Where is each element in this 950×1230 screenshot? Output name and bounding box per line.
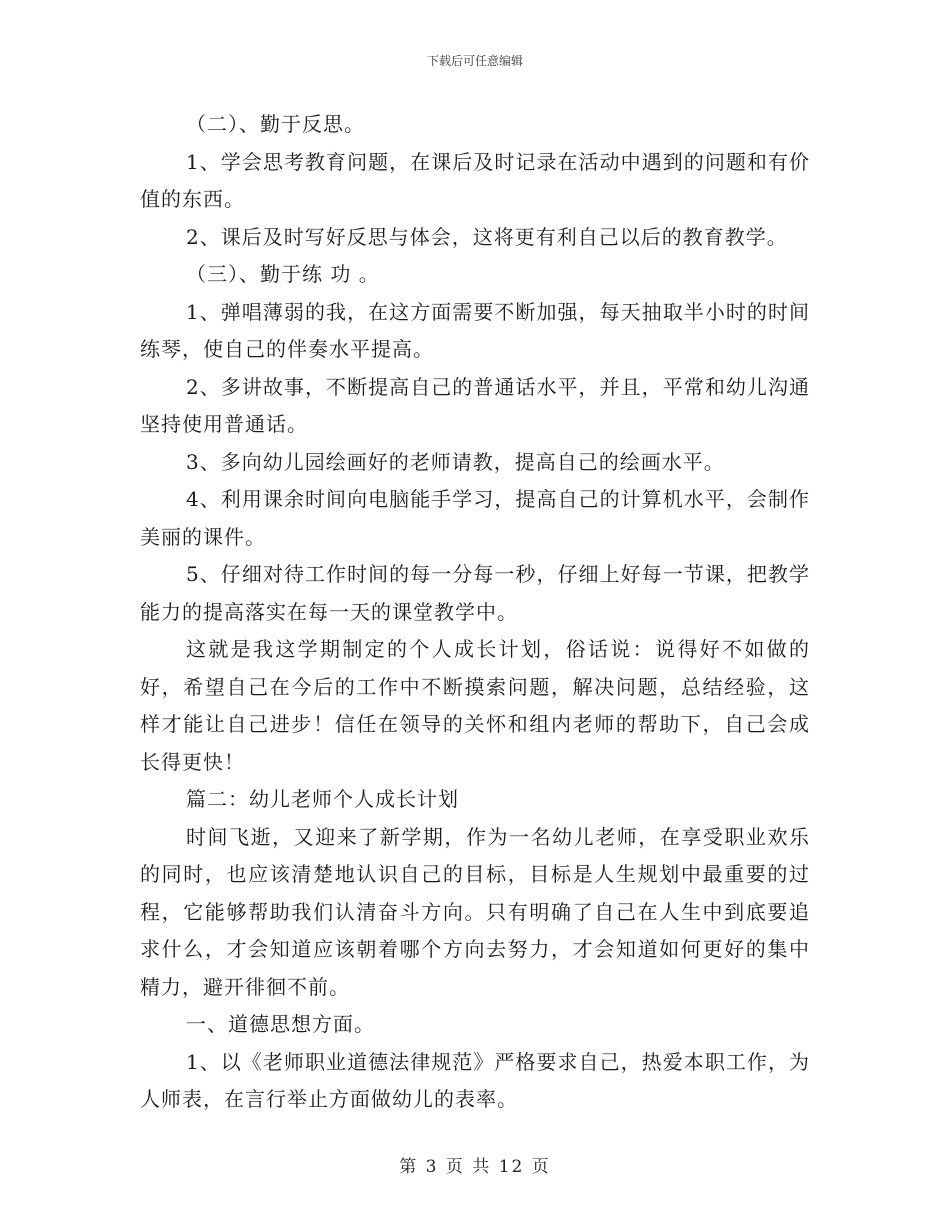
page-header: 下载后可任意编辑 (426, 54, 523, 68)
section-heading-morality: 一、道德思想方面。 (186, 1012, 375, 1036)
paragraph: 1、学会思考教育问题，在课后及时记录在活动中遇到的问题和有价值的东西。 (140, 149, 810, 211)
paragraph: 3、多向幼儿园绘画好的老师请教，提高自己的绘画水平。 (186, 449, 725, 474)
paragraph: 2、课后及时写好反思与体会，这将更有利自己以后的教育教学。 (186, 224, 788, 249)
section-heading-reflection: （二）、勤于反思。 (186, 112, 365, 136)
paragraph-intro: 时间飞逝，又迎来了新学期，作为一名幼儿老师，在享受职业欢乐的同时，也应该清楚地认识自己的目标，目标是人生规划中最重要的过程，它能够帮助我们认清奋斗方向。只有明确了自己在人生中到底要追求什么，才会知道应该朝着哪个方向去努力，才会知道如何更好的集中精力，避开徘徊不前。 (140, 824, 810, 999)
paragraph: 5、仔细对待工作时间的每一分每一秒，仔细上好每一节课，把教学能力的提高落实在每一天的课堂教学中。 (140, 562, 810, 624)
paragraph: 2、多讲故事，不断提高自己的普通话水平，并且，平常和幼儿沟通坚持使用普通话。 (140, 374, 810, 436)
chapter-title: 篇二：幼儿老师个人成长计划 (186, 787, 459, 811)
section-heading-practice: （三）、勤于练 功 。 (186, 262, 380, 286)
document-body (140, 106, 810, 1119)
paragraph: 1、以《老师职业道德法律规范》严格要求自己，热爱本职工作，为人师表，在言行举止方面做幼儿的表率。 (140, 1049, 810, 1111)
paragraph-summary: 这就是我这学期制定的个人成长计划，俗话说：说得好不如做的好，希望自己在今后的工作中不断摸索问题，解决问题，总结经验，这样才能让自己进步！信任在领导的关怀和组内老师的帮助下，自己会成长得更快！ (140, 637, 810, 774)
paragraph: 4、利用课余时间向电脑能手学习，提高自己的计算机水平，会制作美丽的课件。 (140, 487, 810, 549)
page-number: 第 3 页 共 12 页 (399, 1157, 551, 1177)
paragraph: 1、弹唱薄弱的我，在这方面需要不断加强，每天抽取半小时的时间练琴，使自己的伴奏水平提高。 (140, 299, 810, 361)
